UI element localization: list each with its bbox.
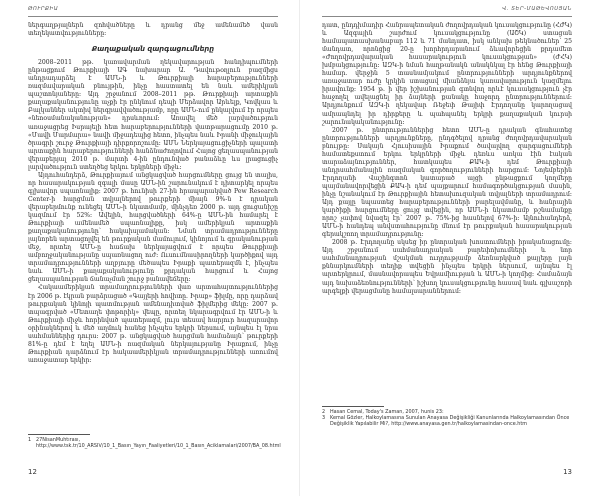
right-paragraph-1: դատ, ընդդիմադիր Հանրապետական ժողովրդական կուսակցությունը (ՀԺԿ) և Ազգային շարժում կուսակցությունը (ԱՇԿ) ստացան համապատասխանաբար 112 և 71 մանդատ, իսկ անկախ թեկնածուներ՝ 25 մանդատ, որոնցից 20-ը խորհրդարանում ձևավորեցին քրդամետ «Ժողովրդավարական հասարակություն կուսակցության» (ԺՀԿ) խմբակցությունը։ ԱԶԿ-ի նման հաղթանակն անակնկալ էր հենց Թուրքիայի համար. վերջին 5 տասնամյակում ընտրությունների արդյունքներով առաջատար ուժը կրկին ստացավ միանձնյա կառավարություն կազմելու իրավունք։ 1954 թ. ի վեր իշխանության գտնվող որևէ կուսակցություն չէր հաջողել ավելացնել իր ձայների քանակը հաջորդ ընտրություններում։ Արդյունքում ԱԶԿ-ի ղեկավար Ռեջեփ Թայիփ Էրդողանը կարողացավ ամրապնդել իր դիրքերը և պահպանել երկրի քաղաքական կուրսի շարունակականությունը։ xyxy=(322,22,572,126)
left-intro-paragraph: ներգաղթյալներն զոհվածները և դրանց մեջ ամենամեծ վասն տեղեկատվությունները։ xyxy=(28,22,278,38)
left-paragraph-1: 2008–2011 թթ. կառավարման ղեկավարության հանդիպումների ընթացքում Թուրքիայի ԱԳ նախարար Ա. Դավութօղլուն բազմիցս անդրադարձել է ԱՄՆ-ի և Թուրքիայի հարաբերությունների ռազմավարական բնույթին, ինչը հաստատել են նաև ամերիկյան պաշտոնյաները։ Այդ շրջանում 2008–2011 թթ. Թուրքիայի արտաքին քաղաքականությունը աչքի էր ընկնում դեպի Մերձավոր Արևելք, Կովկաս և Բալկաններ ակտիվ ներգրավվածությամբ, որը ԱՄՆ-ում ընկալվում էր որպես «նեոօսմանականության» դրսևորում։ Առավել մեծ լարվածություն առաջացրեց Իսրայելի հետ հարաբերությունների վատթարացումը 2010 թ. «Մավի Մարմարա» նավի միջադեպից հետո, ինչպես նաև Իրանի միջուկային ծրագրի շուրջ Թուրքիայի դիրքորոշումը։ ԱՄՆ Ներկայացուցիչների պալատի արտաքին հարաբերությունների հանձնաժողովում Հայոց ցեղասպանության վերաբերյալ 2010 թ. մարտի 4-ին ընդունված բանաձևը ևս լրացուցիչ լարվածություն ստեղծեց երկու երկրների միջև։ xyxy=(28,59,278,171)
footnote-3 xyxy=(322,415,572,427)
footnote-text: Hasan Cemal, Today's Zaman, 2007, hunis 23: xyxy=(330,409,444,415)
right-body-text xyxy=(322,22,572,296)
right-paragraph-2: 2007 թ. ընտրություններից հետո ԱՄՆ-ը դրական գնահատեց ընտրությունների արդյունքները, ընդգծելով դրանց ժողովրդավարական բնույթը։ Սակայն Հյուսիսային Իրաքում ծավալվող զարգացումների համատեքստում երկու երկրների միջև դեռևս առկա էին էական տարաձայնություններ, հատկապես ՔԱԿ-ի դեմ Թուրքիայի անդրսահմանային ռազմական գործողությունների հարցում։ Նոյեմբերին Էրդողանի Վաշինգտոն կատարած այցի ընթացքում կողմերը պայմանավորվեցին ՔԱԿ-ի դեմ պայքարում համագործակցության մասին, ինչը նշանակում էր Թուրքիային հետախուզական տվյալների տրամադրում։ Այդ քայլը նպաստեց հարաբերությունների բարելավմանը, և հանրային կարծիքի հարցումները ցույց տվեցին, որ ԱՄՆ-ի նկատմամբ թշնամանքը որոշ չափով նվազել էր՝ 2007 թ. 75%-ից հասնելով 67%-ի։ Այնուհանդերձ, ԱՄՆ-ի հանդեպ անվստահությունը մնում էր թուրքական հասարակության գերակշռող տրամադրությունը։ xyxy=(322,126,572,239)
right-page xyxy=(300,0,600,496)
right-paragraph-3: 2008 թ. Էրդողանը սկսեց իր ընտրական խոստումների իրականացումը։ Այդ շրջանում սահմանադրական բարեփոխումների և նոր սահմանադրության մշակման ուղղությամբ ձեռնարկված քայլերը լայն քննարկումների տեղիք տվեցին ինչպես երկրի ներսում, այնպես էլ արտերկրում, մասնավորապես Եվրամիության և ԱՄՆ-ի կողմից։ Համաձայն այդ նախաձեռնությունների՝ իշխող կուսակցությունը հասավ նաև գլխաշորի արգելքի վերացմանը համալսարաններում։ xyxy=(322,239,572,295)
left-header-rule xyxy=(28,16,278,17)
section-subheading: Քաղաքական զարգացումները xyxy=(91,45,215,54)
right-page-number: 13 xyxy=(563,468,572,476)
left-footnote-rule xyxy=(28,434,90,435)
left-page-number: 12 xyxy=(28,468,37,476)
footnote-number: 1 xyxy=(28,437,32,443)
footnote-number: 2 xyxy=(322,409,326,415)
right-footnote-rule xyxy=(322,406,384,407)
footnote-1 xyxy=(28,437,281,450)
left-body-text xyxy=(28,22,278,365)
right-running-header: Վ. ՏԵՐ-ՄԱԹԵՎՈՍՅԱՆ xyxy=(502,6,572,12)
left-paragraph-2: Այդուհանդերձ, Թուրքիայում անցկացված հարցումները ցույց են տալիս, որ հասարակության զգալի մասը ԱՄՆ-ին շարունակում է դիտարկել որպես գլխավոր սպառնալիք։ 2007 թ. հունիսի 27-ին հրապարակված Pew Research Center-ի հարցման տվյալներով թուրքերի միայն 9%-ն է դրական վերաբերմունք ունեցել ԱՄՆ-ի նկատմամբ, մինչդեռ 2000 թ. այդ ցուցանիշը կազմում էր 52%։ Ավելին, հարցվածների 64%-ը ԱՄՆ-ին համարել է Թուրքիայի ամենամեծ սպառնալիքը, իսկ ամերիկյան արտաքին քաղաքականությունը՝ հակաիսլամական։ Նման տրամադրությունները լայնորեն արտացոլվել են թուրքական մամուլում, կինոյում և գրականության մեջ, որտեղ ԱՄՆ-ը հաճախ ներկայացվում է որպես Թուրքիայի ամբողջականությանը սպառնացող ուժ։ Ուսումնասիրողների կարծիքով այդ տրամադրությունների աղբյուրը մեծապես Իրաքի պատերազմն է, ինչպես նաև ԱՄՆ-ի քաղաքականությունը քրդական հարցում և Հայոց ցեղասպանության ճանաչման շուրջ բանավեճերը։ xyxy=(28,171,278,284)
left-running-header: ԹՈՒՐՔԻԱ xyxy=(28,6,59,12)
footnote-text: 27NisanMuhtırası, http://www.tsk.tr/10_ARSIV/10_1_Basın_Yayın_Faaliyetleri/10_1_Basın_Aciklamalari/2007/BA_08.html xyxy=(36,437,281,450)
right-footnotes xyxy=(322,409,572,427)
left-paragraph-3: Հակաամերիկյան տրամադրությունների վառ արտահայտություններից էր 2006 թ. էկրան բարձրացած «Գայլերի հովիտը. Իրաք» ֆիլմը, որը դարձավ թուրքական կինոյի պատմության ամենադիտված ֆիլմերից մեկը։ 2007 թ. տպագրված «Մետաղե փոթորիկ» վեպը, որտեղ նկարագրվում էր ԱՄՆ-ի և Թուրքիայի միջև հորինված պատերազմ, լույս տեսավ հարյուր հազարավոր օրինակներով և մեծ աղմուկ հանեց ինչպես երկրի ներսում, այնպես էլ նրա սահմաններից դուրս։ 2007 թ. անցկացված հարցման համաձայն՝ թուրքերի 81%-ը դեմ է եղել ԱՄՆ-ի ռազմական ներկայությանը Իրաքում, ինչը Թուրքիան դարձնում էր հակաամերիկյան տրամադրությունների առումով առաջատար երկիր։ xyxy=(28,284,278,364)
footnote-text: Kemal Gözler, Halkoylamasına Sunulan Anayasa Değişikliği Kanunlarında Halkoylamasından Önce Değişiklik Yapılabilir Mi?, http://www.anayasa.gen.tr/halkoylamasindan-once.htm xyxy=(330,415,570,428)
footnote-number: 3 xyxy=(322,415,326,422)
left-footnotes xyxy=(28,437,281,450)
right-header-rule xyxy=(322,16,572,17)
